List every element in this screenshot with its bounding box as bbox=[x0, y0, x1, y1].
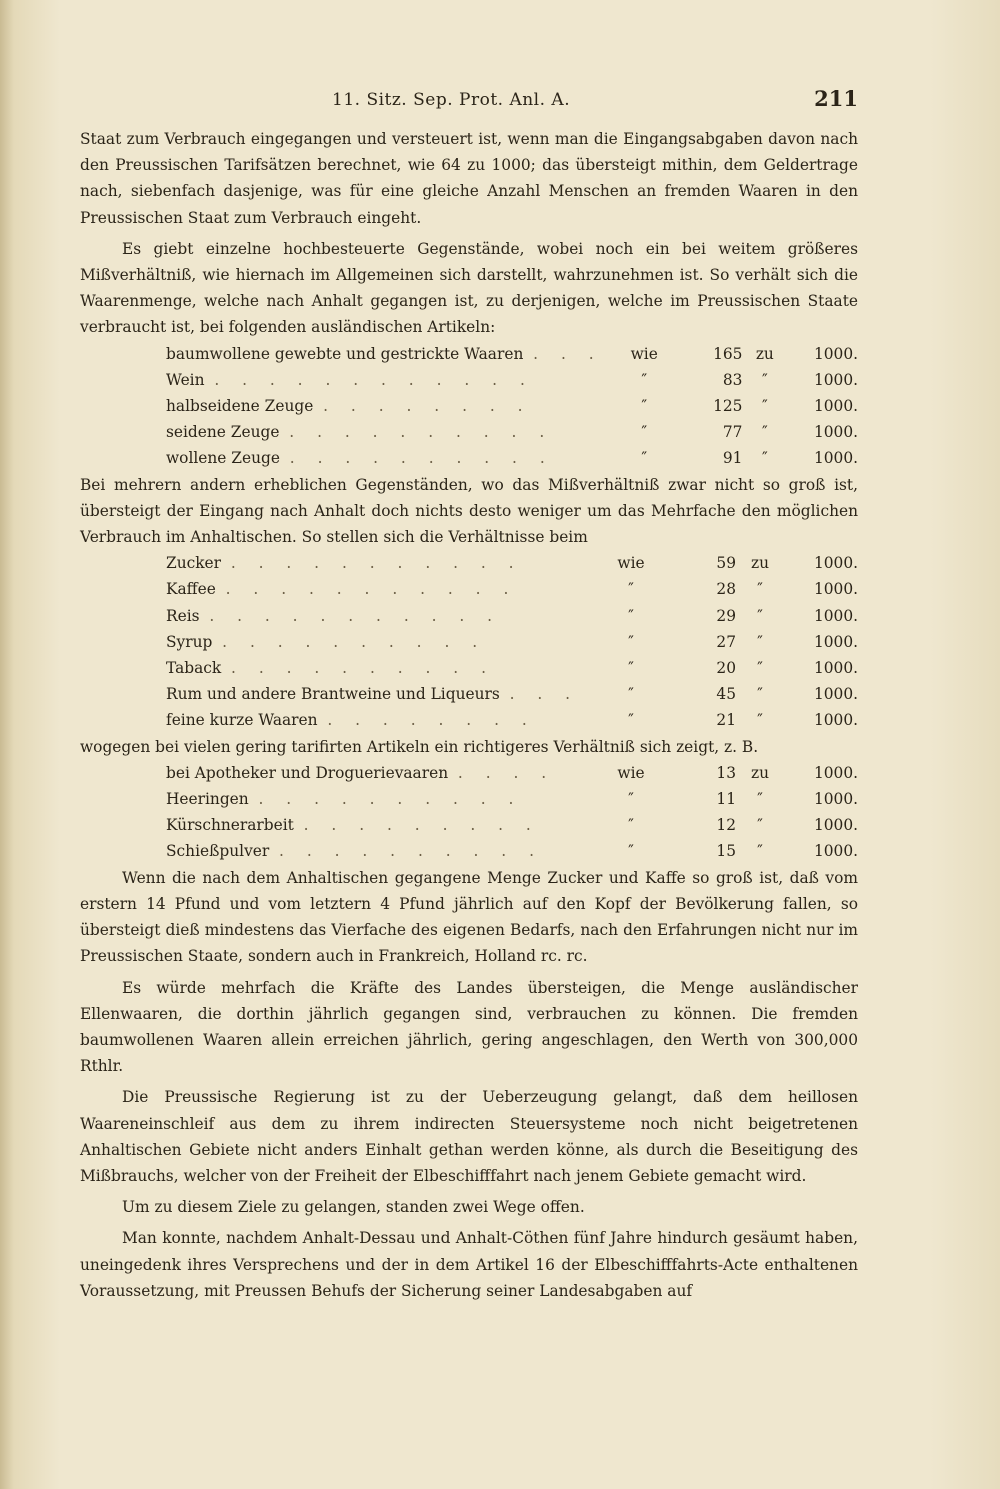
separator: ″ bbox=[757, 842, 763, 861]
relation: ″ bbox=[641, 423, 648, 442]
leader-dots: . . . . . . . . . . bbox=[231, 659, 495, 678]
table-row bbox=[166, 603, 858, 629]
base-value: 1000. bbox=[813, 659, 858, 678]
low-tariff-table bbox=[166, 760, 858, 865]
table-row bbox=[166, 550, 858, 576]
item-name bbox=[166, 393, 603, 419]
separator: ″ bbox=[757, 632, 763, 651]
paragraph-4: wogegen bei vielen gering tarifirten Artikeln ein richtigeres Verhältniß sich zeigt, z. B. bbox=[80, 737, 759, 756]
base-value: 1000. bbox=[813, 449, 858, 468]
base-value: 1000. bbox=[813, 606, 858, 625]
value: 59 bbox=[716, 554, 736, 573]
table-row bbox=[166, 812, 858, 838]
table-row bbox=[166, 655, 858, 681]
value: 15 bbox=[716, 842, 736, 861]
item-name bbox=[166, 838, 586, 864]
separator: ″ bbox=[757, 790, 763, 809]
item-name bbox=[166, 760, 586, 786]
paragraph-7: Die Preussische Regierung ist zu der Ueberzeugung gelangt, daß dem heillosen Waareneinschleif aus dem zu ihrem indirecten Steuersysteme noch nicht beigetretenen Anhaltischen Gebiete nicht anders Einhalt gethan werden könne, als durch die Beseitigung des Mißbrauchs, welcher von der Freiheit der Elbeschifffahrt nach jenem Gebiete gemacht wird. bbox=[80, 1088, 858, 1185]
relation: ″ bbox=[628, 632, 634, 651]
base-value: 1000. bbox=[813, 790, 858, 809]
separator: ″ bbox=[757, 659, 763, 678]
base-value: 1000. bbox=[813, 632, 858, 651]
leader-dots: . . . . . . . . . . bbox=[258, 790, 523, 809]
running-title: 11. Sitz. Sep. Prot. Anl. A. bbox=[332, 90, 571, 110]
base-value: 1000. bbox=[813, 711, 858, 730]
value: 13 bbox=[716, 763, 736, 782]
item-label: Schießpulver bbox=[166, 842, 270, 861]
item-name bbox=[166, 629, 586, 655]
leader-dots: . . . . . . . . . . bbox=[289, 423, 554, 442]
item-label: Heeringen bbox=[166, 790, 249, 809]
leader-dots: . . . . . . . . . . . bbox=[209, 606, 502, 625]
table-row bbox=[166, 341, 858, 367]
leader-dots: . . . . . . . . . . . bbox=[225, 580, 518, 599]
value: 125 bbox=[713, 397, 743, 416]
paragraph-3: Bei mehrern andern erheblichen Gegenständen, wo das Mißverhältniß zwar nicht so groß ist, übersteigt der Eingang nach Anhalt doch nichts desto weniger um das Mehrfache den möglichen Verbrauch im Anhaltischen. So stellen sich die Verhältnisse beim bbox=[80, 475, 858, 547]
table-row bbox=[166, 838, 858, 864]
value: 20 bbox=[716, 659, 736, 678]
item-label: Syrup bbox=[166, 632, 213, 651]
separator: zu bbox=[755, 344, 774, 363]
base-value: 1000. bbox=[813, 816, 858, 835]
leader-dots: . . . . . . . . bbox=[327, 711, 536, 730]
relation: ″ bbox=[641, 370, 648, 389]
separator: ″ bbox=[761, 449, 768, 468]
item-name bbox=[166, 341, 603, 367]
item-name bbox=[166, 419, 603, 445]
separator: zu bbox=[750, 763, 770, 782]
value: 12 bbox=[716, 816, 736, 835]
table-row bbox=[166, 760, 858, 786]
separator: ″ bbox=[757, 711, 763, 730]
table-row bbox=[166, 393, 858, 419]
relation: ″ bbox=[628, 816, 634, 835]
paragraph-8: Um zu diesem Ziele zu gelangen, standen zwei Wege offen. bbox=[122, 1198, 585, 1217]
item-name bbox=[166, 367, 603, 393]
separator: ″ bbox=[757, 606, 763, 625]
table-row bbox=[166, 786, 858, 812]
leader-dots: . . . . . . . . . . . . bbox=[214, 370, 534, 389]
separator: ″ bbox=[757, 685, 763, 704]
separator: ″ bbox=[761, 370, 768, 389]
base-value: 1000. bbox=[813, 423, 858, 442]
item-name bbox=[166, 576, 586, 602]
table-row bbox=[166, 629, 858, 655]
item-label: Wein bbox=[166, 370, 205, 389]
relation: ″ bbox=[628, 790, 634, 809]
relation: wie bbox=[617, 554, 645, 573]
item-label: Rum und andere Brantweine und Liqueurs bbox=[166, 685, 500, 704]
item-label: baumwollene gewebte und gestrickte Waaren bbox=[166, 344, 524, 363]
leader-dots: . . . bbox=[533, 344, 603, 363]
base-value: 1000. bbox=[813, 370, 858, 389]
relation: ″ bbox=[628, 685, 634, 704]
page-header bbox=[80, 86, 858, 116]
goods-table bbox=[166, 550, 858, 733]
base-value: 1000. bbox=[813, 842, 858, 861]
item-name bbox=[166, 603, 586, 629]
base-value: 1000. bbox=[813, 763, 858, 782]
value: 27 bbox=[716, 632, 736, 651]
base-value: 1000. bbox=[813, 344, 858, 363]
value: 165 bbox=[713, 344, 743, 363]
table-row bbox=[166, 367, 858, 393]
leader-dots: . . . bbox=[509, 685, 580, 704]
separator: ″ bbox=[757, 580, 763, 599]
page-body bbox=[80, 126, 858, 1304]
base-value: 1000. bbox=[813, 685, 858, 704]
relation: ″ bbox=[628, 580, 634, 599]
textiles-table-body bbox=[166, 341, 858, 472]
paragraph-5: Wenn die nach dem Anhaltischen gegangene Menge Zucker und Kaffe so groß ist, daß vom erstern 14 Pfund und vom letztern 4 Pfund jährlich auf den Kopf der Bevölkerung fallen, so übersteigt dieß mindestens das Vierfache des eigenen Bedarfs, nach den Erfahrungen nicht nur im Preussischen Staate, sondern auch in Frankreich, Holland rc. rc. bbox=[80, 868, 858, 966]
value: 45 bbox=[716, 685, 736, 704]
relation: wie bbox=[617, 763, 645, 782]
item-name bbox=[166, 445, 603, 471]
leader-dots: . . . . . . . . . . bbox=[222, 632, 487, 651]
item-name bbox=[166, 786, 586, 812]
page-number: 211 bbox=[814, 86, 858, 111]
table-row bbox=[166, 681, 858, 707]
value: 29 bbox=[716, 606, 736, 625]
leader-dots: . . . . . . . . . . . bbox=[230, 554, 523, 573]
item-name bbox=[166, 655, 586, 681]
leader-dots: . . . . . . . . . . bbox=[279, 842, 543, 861]
base-value: 1000. bbox=[813, 554, 858, 573]
item-label: Zucker bbox=[166, 554, 222, 573]
paragraph-1: Staat zum Verbrauch eingegangen und versteuert ist, wenn man die Eingangsabgaben davon nach den Preussischen Tarifsätzen berechnet, wie 64 zu 1000; das übersteigt mithin, dem Geldertrage nach, siebenfach dasjenige, was für eine gleiche Anzahl Menschen an fremden Waaren in den Preussischen Staat zum Verbrauch eingeht. bbox=[80, 130, 858, 227]
textiles-table bbox=[166, 341, 858, 472]
relation: ″ bbox=[628, 711, 634, 730]
item-name bbox=[166, 812, 586, 838]
relation: ″ bbox=[628, 606, 634, 625]
item-label: Kaffee bbox=[166, 580, 216, 599]
paragraph-2: Es giebt einzelne hochbesteuerte Gegenstände, wobei noch ein bei weitem größeres Mißverhältniß, wie hiernach im Allgemeinen sich darstellt, wahrzunehmen ist. So verhält sich die Waarenmenge, welche nach Anhalt gegangen ist, zu derjenigen, welche im Preussischen Staate verbraucht ist, bei folgenden ausländischen Artikeln: bbox=[80, 239, 858, 337]
relation: ″ bbox=[641, 397, 648, 416]
item-name bbox=[166, 550, 586, 576]
item-label: wollene Zeuge bbox=[166, 449, 280, 468]
item-label: halbseidene Zeuge bbox=[166, 397, 314, 416]
value: 28 bbox=[716, 580, 736, 599]
item-label: Reis bbox=[166, 606, 200, 625]
item-name bbox=[166, 707, 586, 733]
relation: ″ bbox=[628, 659, 634, 678]
goods-table-body bbox=[166, 550, 858, 733]
paragraph-6: Es würde mehrfach die Kräfte des Landes übersteigen, die Menge ausländischer Ellenwaaren, die dorthin jährlich gegangen sind, verbrauchen zu können. Die fremden baumwollenen Waaren allein erreichen jährlich, gering angeschlagen, den Werth von 300,000 Rthlr. bbox=[80, 978, 858, 1076]
item-label: bei Apotheker und Droguerievaaren bbox=[166, 763, 449, 782]
leader-dots: . . . . . . . . . . bbox=[289, 449, 554, 468]
table-row bbox=[166, 445, 858, 471]
separator: ″ bbox=[761, 397, 768, 416]
item-label: Kürschnerarbeit bbox=[166, 816, 294, 835]
value: 91 bbox=[722, 449, 743, 468]
value: 83 bbox=[722, 370, 743, 389]
relation: ″ bbox=[641, 449, 648, 468]
base-value: 1000. bbox=[813, 580, 858, 599]
value: 21 bbox=[716, 711, 736, 730]
leader-dots: . . . . . . . . bbox=[323, 397, 532, 416]
base-value: 1000. bbox=[813, 397, 858, 416]
separator: ″ bbox=[757, 816, 763, 835]
relation: wie bbox=[630, 344, 658, 363]
leader-dots: . . . . bbox=[457, 763, 556, 782]
item-label: feine kurze Waaren bbox=[166, 711, 318, 730]
table-row bbox=[166, 419, 858, 445]
paragraph-9: Man konnte, nachdem Anhalt-Dessau und Anhalt-Cöthen fünf Jahre hindurch gesäumt haben, uneingedenk ihres Versprechens und der in dem Artikel 16 der Elbeschifffahrts-Acte enthaltenen Voraussetzung, mit Preussen Behufs der Sicherung seiner Landesabgaben auf bbox=[80, 1229, 858, 1300]
separator: ″ bbox=[761, 423, 768, 442]
value: 11 bbox=[716, 790, 736, 809]
low-tariff-table-body bbox=[166, 760, 858, 865]
table-row bbox=[166, 707, 858, 733]
item-label: Taback bbox=[166, 659, 222, 678]
table-row bbox=[166, 576, 858, 602]
separator: zu bbox=[750, 554, 770, 573]
value: 77 bbox=[722, 423, 743, 442]
item-name bbox=[166, 681, 586, 707]
relation: ″ bbox=[628, 842, 634, 861]
item-label: seidene Zeuge bbox=[166, 423, 280, 442]
leader-dots: . . . . . . . . . bbox=[303, 816, 540, 835]
